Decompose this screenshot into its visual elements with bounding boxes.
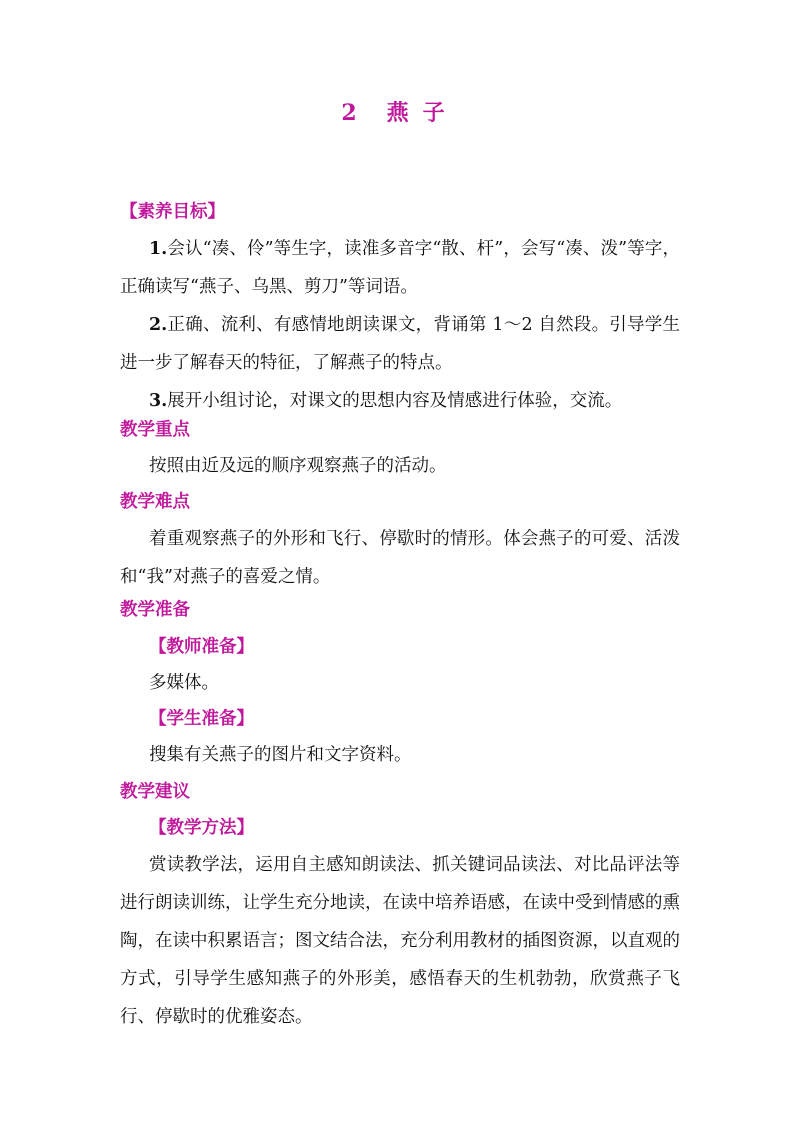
teaching-method-heading: 【教学方法】 (149, 818, 254, 838)
student-preparation-heading: 【学生准备】 (149, 709, 254, 729)
key-points-text: 按照由近及远的顺序观察燕子的活动。 (149, 456, 447, 476)
goal-item-3-number: 3. (149, 391, 168, 411)
lesson-number: 2 (341, 100, 359, 126)
goal-item-1-number: 1. (149, 239, 168, 259)
teacher-preparation-heading: 【教师准备】 (149, 637, 254, 657)
goal-item-1-text: 会认“凑、伶”等生字，读准多音字“散、杆”，会写“凑、泼”等字，正确读写“燕子、乌黑、剪刀”等词语。 (120, 239, 680, 297)
teacher-preparation-text: 多媒体。 (149, 673, 219, 693)
lesson-title-char-1: 燕 (386, 100, 411, 126)
lesson-title (0, 96, 794, 127)
key-points-heading: 教学重点 (120, 420, 190, 440)
goal-item-2 (120, 306, 680, 382)
goal-item-2-text: 正确、流利、有感情地朗读课文，背诵第 1～2 自然段。引导学生进一步了解春天的特征，了解燕子的特点。 (120, 315, 680, 373)
goal-item-1 (120, 230, 680, 306)
teaching-method-text: 赏读教学法，运用自主感知朗读法、抓关键词品读法、对比品评法等进行朗读训练，让学生充分地读，在读中培养语感，在读中受到情感的熏陶，在读中积累语言；图文结合法，充分利用教材的插图资源，以直观的方式，引导学生感知燕子的外形美，感悟春天的生机勃勃，欣赏燕子飞行、停歇时的优雅姿态。 (120, 855, 680, 1027)
difficulties-heading: 教学难点 (120, 492, 190, 512)
lesson-title-char-2: 子 (422, 100, 447, 126)
difficulties-text: 着重观察燕子的外形和飞行、停歇时的情形。体会燕子的可爱、活泼和“我”对燕子的喜爱之情。 (120, 529, 680, 587)
preparation-heading: 教学准备 (120, 600, 190, 620)
goal-item-3-text: 展开小组讨论，对课文的思想内容及情感进行体验，交流。 (167, 391, 623, 411)
literacy-goals-heading: 【素养目标】 (120, 202, 225, 222)
student-preparation-text: 搜集有关燕子的图片和文字资料。 (149, 745, 412, 765)
goal-item-2-number: 2. (149, 315, 168, 335)
goal-item-3 (120, 382, 680, 420)
suggestions-heading: 教学建议 (120, 782, 190, 802)
